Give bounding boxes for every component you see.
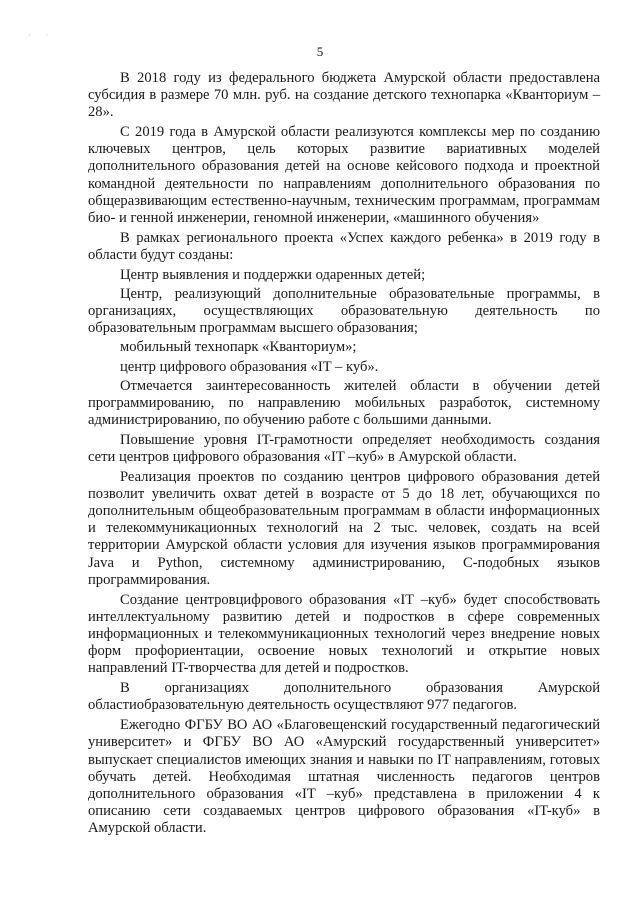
paragraph-interest: Отмечается заинтересованность жителей области в обучении детей программированию, по направлению мобильных разработок, системному администрированию, по обучению работе с большими данными. — [88, 377, 600, 428]
list-item-mobile-technopark: мобильный технопарк «Кванториум»; — [120, 339, 357, 356]
list-item-gifted-center: Центр выявления и поддержки одаренных детей; — [120, 267, 426, 284]
document-body — [88, 70, 600, 840]
paragraph-creation: Создание центровцифрового образования «IT –куб» будет способствовать интеллектуальному развитию детей и подростков в сфере современных информационных и телекоммуникационных технологий через внедрение новых форм профориентации, освоение новых технологий и открытие новых направлений IT-творчества для детей и подростков. — [88, 591, 600, 677]
paragraph-regional-project: В рамках регионального проекта «Успех каждого ребенка» в 2019 году в области будут созданы: — [88, 229, 600, 263]
paragraph-implementation: Реализация проектов по созданию центров цифрового образования детей позволит увеличить охват детей в возрасте от 5 до 18 лет, обучающихся по дополнительным общеобразовательным программам в области информационных и телекоммуникационных технологий на 2 тыс. человек, создать на всей территории Амурской области условия для изучения языков программирования Java и Python, системному администрированию, С-подобных языков программирования. — [88, 469, 600, 588]
paragraph-it-literacy: Повышение уровня IT-грамотности определяет необходимость создания сети центров цифрового образования «IT –куб» в Амурской области. — [88, 431, 600, 465]
paragraph-universities: Ежегодно ФГБУ ВО АО «Благовещенский государственный педагогический университет» и ФГБУ ВО АО «Амурский государственный университет» выпускает специалистов имеющих знания и навыки по IT направлениям, готовых обучать детей. Необходимая штатная численность педагогов центров дополнительного образования «IT –куб» представлена в приложении 4 к описанию сети создаваемых центров цифрового образования «IT-куб» в Амурской области. — [88, 717, 600, 836]
list-item-higher-ed-center: Центр, реализующий дополнительные образовательные программы, в организациях, осуществляющих образовательную деятельность по образовательным программам высшего образования; — [88, 286, 600, 337]
paragraph-teachers-count: В организациях дополнительного образования Амурской областиобразовательную деятельность осуществляют 977 педагогов. — [88, 680, 600, 714]
scan-artifact: · · — [28, 30, 55, 40]
list-item-it-cube: центр цифрового образования «IT – куб». — [120, 358, 379, 375]
paragraph-subsidy: В 2018 году из федерального бюджета Амурской области предоставлена субсидия в размере 70 млн. руб. на создание детского технопарка «Кванториум – 28». — [88, 70, 600, 121]
page-number: 5 — [316, 44, 324, 59]
paragraph-key-centers: С 2019 года в Амурской области реализуются комплексы мер по созданию ключевых центров, цель которых развитие вариативных моделей дополнительного образования детей на основе кейсового подхода и проектной командной деятельности по направлениям дополнительного образования по общеразвивающим естественно-научным, техническим программам, программам био- и генной инженерии, геномной инженерии, «машинного обучения» — [88, 124, 600, 226]
